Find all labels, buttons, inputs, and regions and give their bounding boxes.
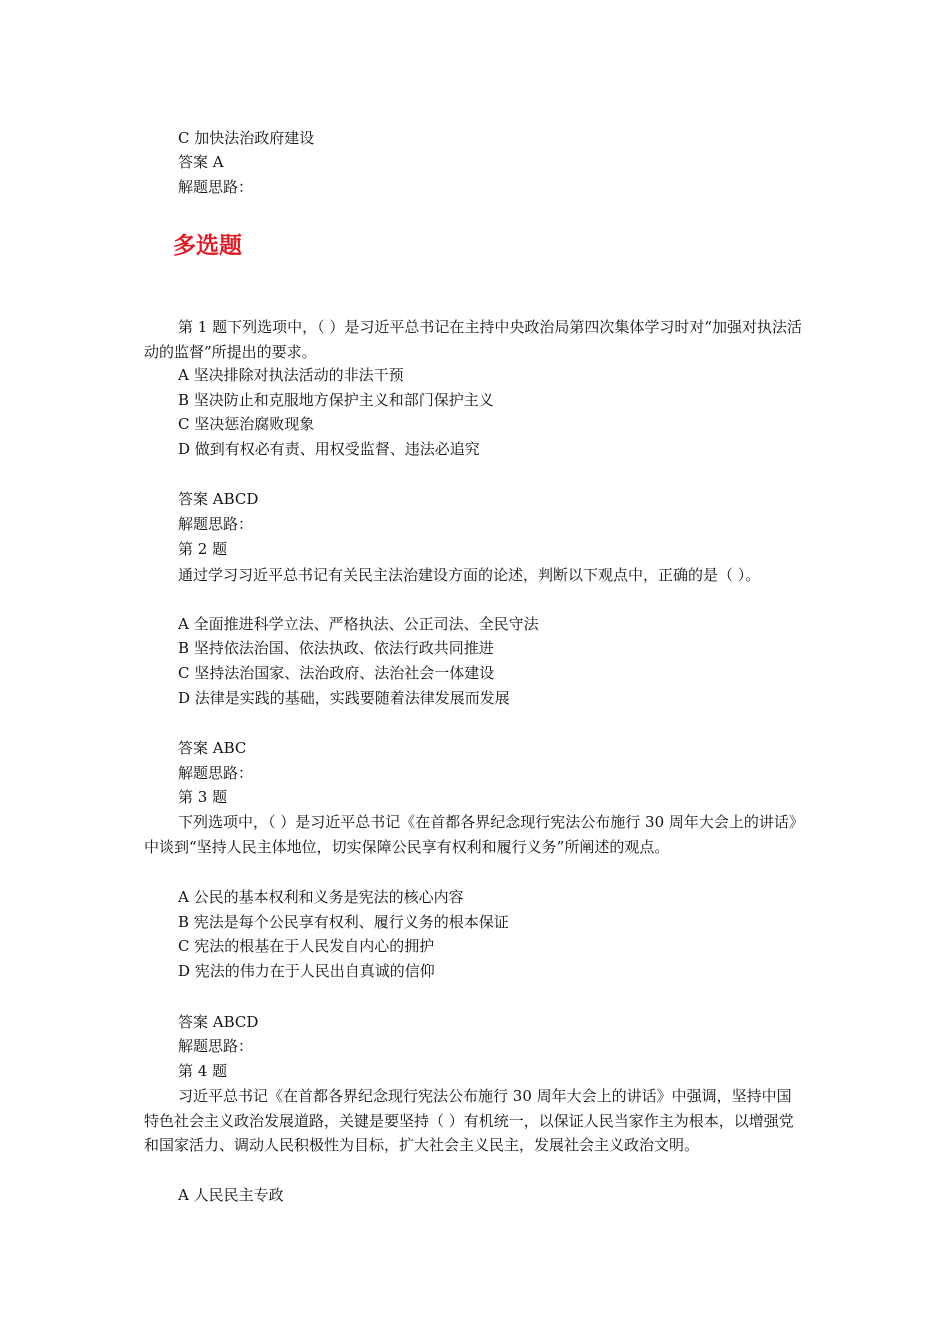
q1-option-a: A 坚决排除对执法活动的非法干预 bbox=[178, 366, 404, 384]
q3-number: 第 3 题 bbox=[178, 788, 228, 806]
prev-option-c: C 加快法治政府建设 bbox=[178, 129, 315, 147]
q4-number: 第 4 题 bbox=[178, 1062, 228, 1080]
q2-analysis-label: 解题思路： bbox=[178, 764, 254, 782]
q1-answer: 答案 ABCD bbox=[178, 490, 259, 508]
prev-answer: 答案 A bbox=[178, 153, 224, 171]
q2-answer: 答案 ABC bbox=[178, 739, 247, 757]
q1-analysis-label: 解题思路： bbox=[178, 515, 254, 533]
q4-stem: 习近平总书记《在首都各界纪念现行宪法公布施行 30 周年大会上的讲话》中强调，坚持中国特色社会主义政治发展道路，关键是要坚持（ ）有机统一，以保证人民当家作主为根本，以增强党和国家活力、调动人民积极性为目标，扩大社会主义民主，发展社会主义政治文明。 bbox=[144, 1087, 794, 1154]
q3-option-c: C 宪法的根基在于人民发自内心的拥护 bbox=[178, 937, 435, 955]
q1-option-b: B 坚决防止和克服地方保护主义和部门保护主义 bbox=[178, 391, 494, 409]
q3-option-b: B 宪法是每个公民享有权利、履行义务的根本保证 bbox=[178, 913, 509, 931]
prev-analysis-label: 解题思路： bbox=[178, 178, 254, 196]
q3-answer: 答案 ABCD bbox=[178, 1013, 259, 1031]
q3-option-a: A 公民的基本权利和义务是宪法的核心内容 bbox=[178, 888, 464, 906]
q3-stem: 下列选项中，（ ）是习近平总书记《在首都各界纪念现行宪法公布施行 30 周年大会上的讲话》中谈到“坚持人民主体地位，切实保障公民享有权利和履行义务”所阐述的观点。 bbox=[144, 813, 804, 856]
q2-option-a: A 全面推进科学立法、严格执法、公正司法、全民守法 bbox=[178, 615, 539, 633]
q2-number: 第 2 题 bbox=[178, 540, 228, 558]
section-title: 多选题 bbox=[173, 233, 242, 259]
q2-option-c: C 坚持法治国家、法治政府、法治社会一体建设 bbox=[178, 664, 495, 682]
q3-option-d: D 宪法的伟力在于人民出自真诚的信仰 bbox=[178, 962, 435, 980]
q1-stem: 第 1 题下列选项中，（ ）是习近平总书记在主持中央政治局第四次集体学习时对“加强对执法活动的监督”所提出的要求。 bbox=[144, 318, 803, 361]
q2-option-b: B 坚持依法治国、依法执政、依法行政共同推进 bbox=[178, 639, 494, 657]
q1-option-c: C 坚决惩治腐败现象 bbox=[178, 415, 315, 433]
q1-option-d: D 做到有权必有责、用权受监督、违法必追究 bbox=[178, 440, 480, 458]
q2-option-d: D 法律是实践的基础，实践要随着法律发展而发展 bbox=[178, 689, 510, 707]
q4-option-a: A 人民民主专政 bbox=[178, 1186, 284, 1204]
q3-analysis-label: 解题思路： bbox=[178, 1037, 254, 1055]
q2-stem: 通过学习习近平总书记有关民主法治建设方面的论述，判断以下观点中，正确的是（ ）。 bbox=[178, 566, 761, 584]
